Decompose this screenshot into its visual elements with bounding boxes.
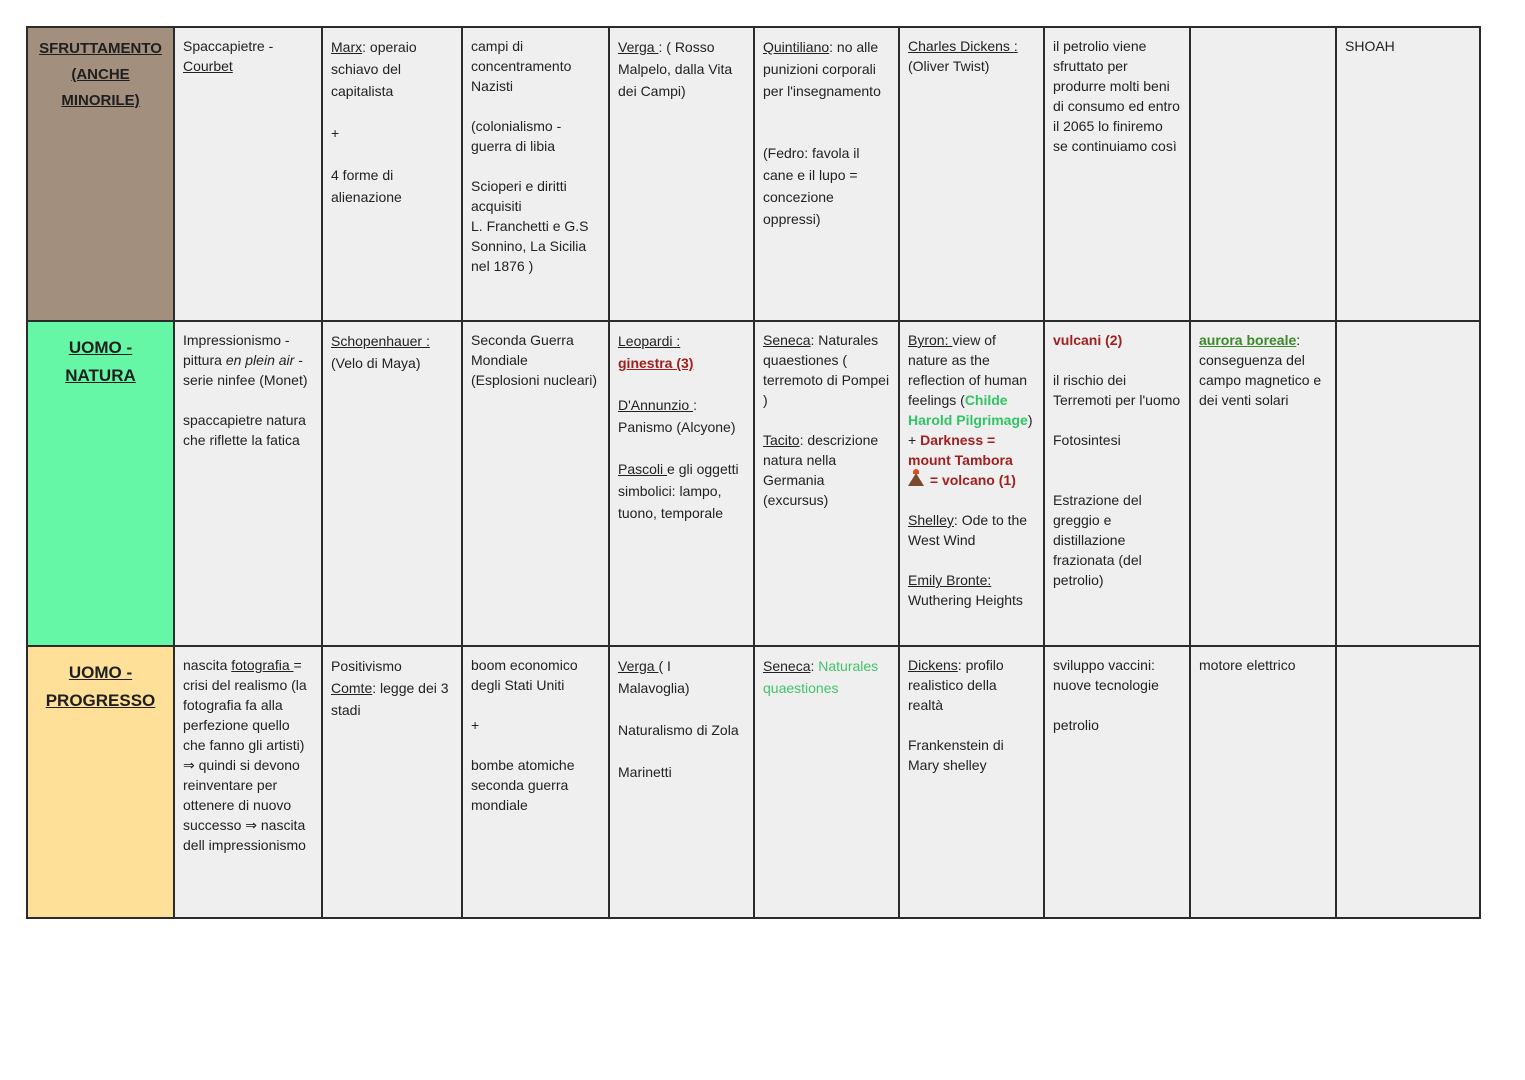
cell-italian: Leopardi : ginestra (3) D'Annunzio : Panismo (Alcyone) Pascoli e gli oggetti simbolici: lampo, tuono, temporale [609,321,754,646]
cell-physics [1190,27,1336,321]
cell-art: nascita fotografia = crisi del realismo (la fotografia fa alla perfezione quello che fanno gli artisti) ⇒ quindi si devono reinventare per ottenere di nuovo successo ⇒ nascita dell impressionismo [174,646,322,918]
table-row [27,321,1480,646]
cell-science: sviluppo vaccini: nuove tecnologie petrolio [1044,646,1190,918]
concept-map-table [26,26,1481,919]
cell-philosophy: Positivismo Comte: legge dei 3 stadi [322,646,462,918]
cell-physics: motore elettrico [1190,646,1336,918]
cell-physics: aurora boreale: conseguenza del campo magnetico e dei venti solari [1190,321,1336,646]
cell-history: boom economico degli Stati Uniti + bombe atomiche seconda guerra mondiale [462,646,609,918]
cell-other: SHOAH [1336,27,1480,321]
cell-art: Impressionismo - pittura en plein air - serie ninfee (Monet) spaccapietre natura che riflette la fatica [174,321,322,646]
table-row [27,646,1480,918]
cell-italian: Verga ( I Malavoglia) Naturalismo di Zola Marinetti [609,646,754,918]
cell-history: Seconda Guerra Mondiale (Esplosioni nucleari) [462,321,609,646]
table-row [27,27,1480,321]
cell-philosophy: Marx: operaio schiavo del capitalista + 4 forme di alienazione [322,27,462,321]
cell-english: Byron: view of nature as the reflection of human feelings (Childe Harold Pilgrimage) + Darkness = mount Tambora = volcano (1) Shelley: Ode to the West Wind Emily Bronte: Wuthering Heights [899,321,1044,646]
cell-latin: Quintiliano: no alle punizioni corporali per l'insegnamento (Fedro: favola il cane e il lupo = concezione oppressi) [754,27,899,321]
row-header-uomo-progresso: UOMO - PROGRESSO [27,646,174,918]
cell-history: campi di concentramento Nazisti (colonialismo - guerra di libia Scioperi e diritti acquisiti L. Franchetti e G.S Sonnino, La Sicilia nel 1876 ) [462,27,609,321]
row-header-uomo-natura: UOMO - NATURA [27,321,174,646]
cell-latin: Seneca: Naturales quaestiones ( terremoto di Pompei ) Tacito: descrizione natura nella Germania (excursus) [754,321,899,646]
volcano-icon [908,473,924,486]
cell-science: vulcani (2) il rischio dei Terremoti per l'uomo Fotosintesi Estrazione del greggio e distillazione frazionata (del petrolio) [1044,321,1190,646]
cell-english: Charles Dickens : (Oliver Twist) [899,27,1044,321]
cell-english: Dickens: profilo realistico della realtà Frankenstein di Mary shelley [899,646,1044,918]
cell-italian: Verga : ( Rosso Malpelo, dalla Vita dei Campi) [609,27,754,321]
cell-latin: Seneca: Naturales quaestiones [754,646,899,918]
cell-science: il petrolio viene sfruttato per produrre molti beni di consumo ed entro il 2065 lo finiremo se continuiamo così [1044,27,1190,321]
cell-other [1336,321,1480,646]
row-header-sfruttamento: SFRUTTAMENTO (ANCHE MINORILE) [27,27,174,321]
cell-other [1336,646,1480,918]
cell-art: Spaccapietre - Courbet [174,27,322,321]
cell-philosophy: Schopenhauer : (Velo di Maya) [322,321,462,646]
